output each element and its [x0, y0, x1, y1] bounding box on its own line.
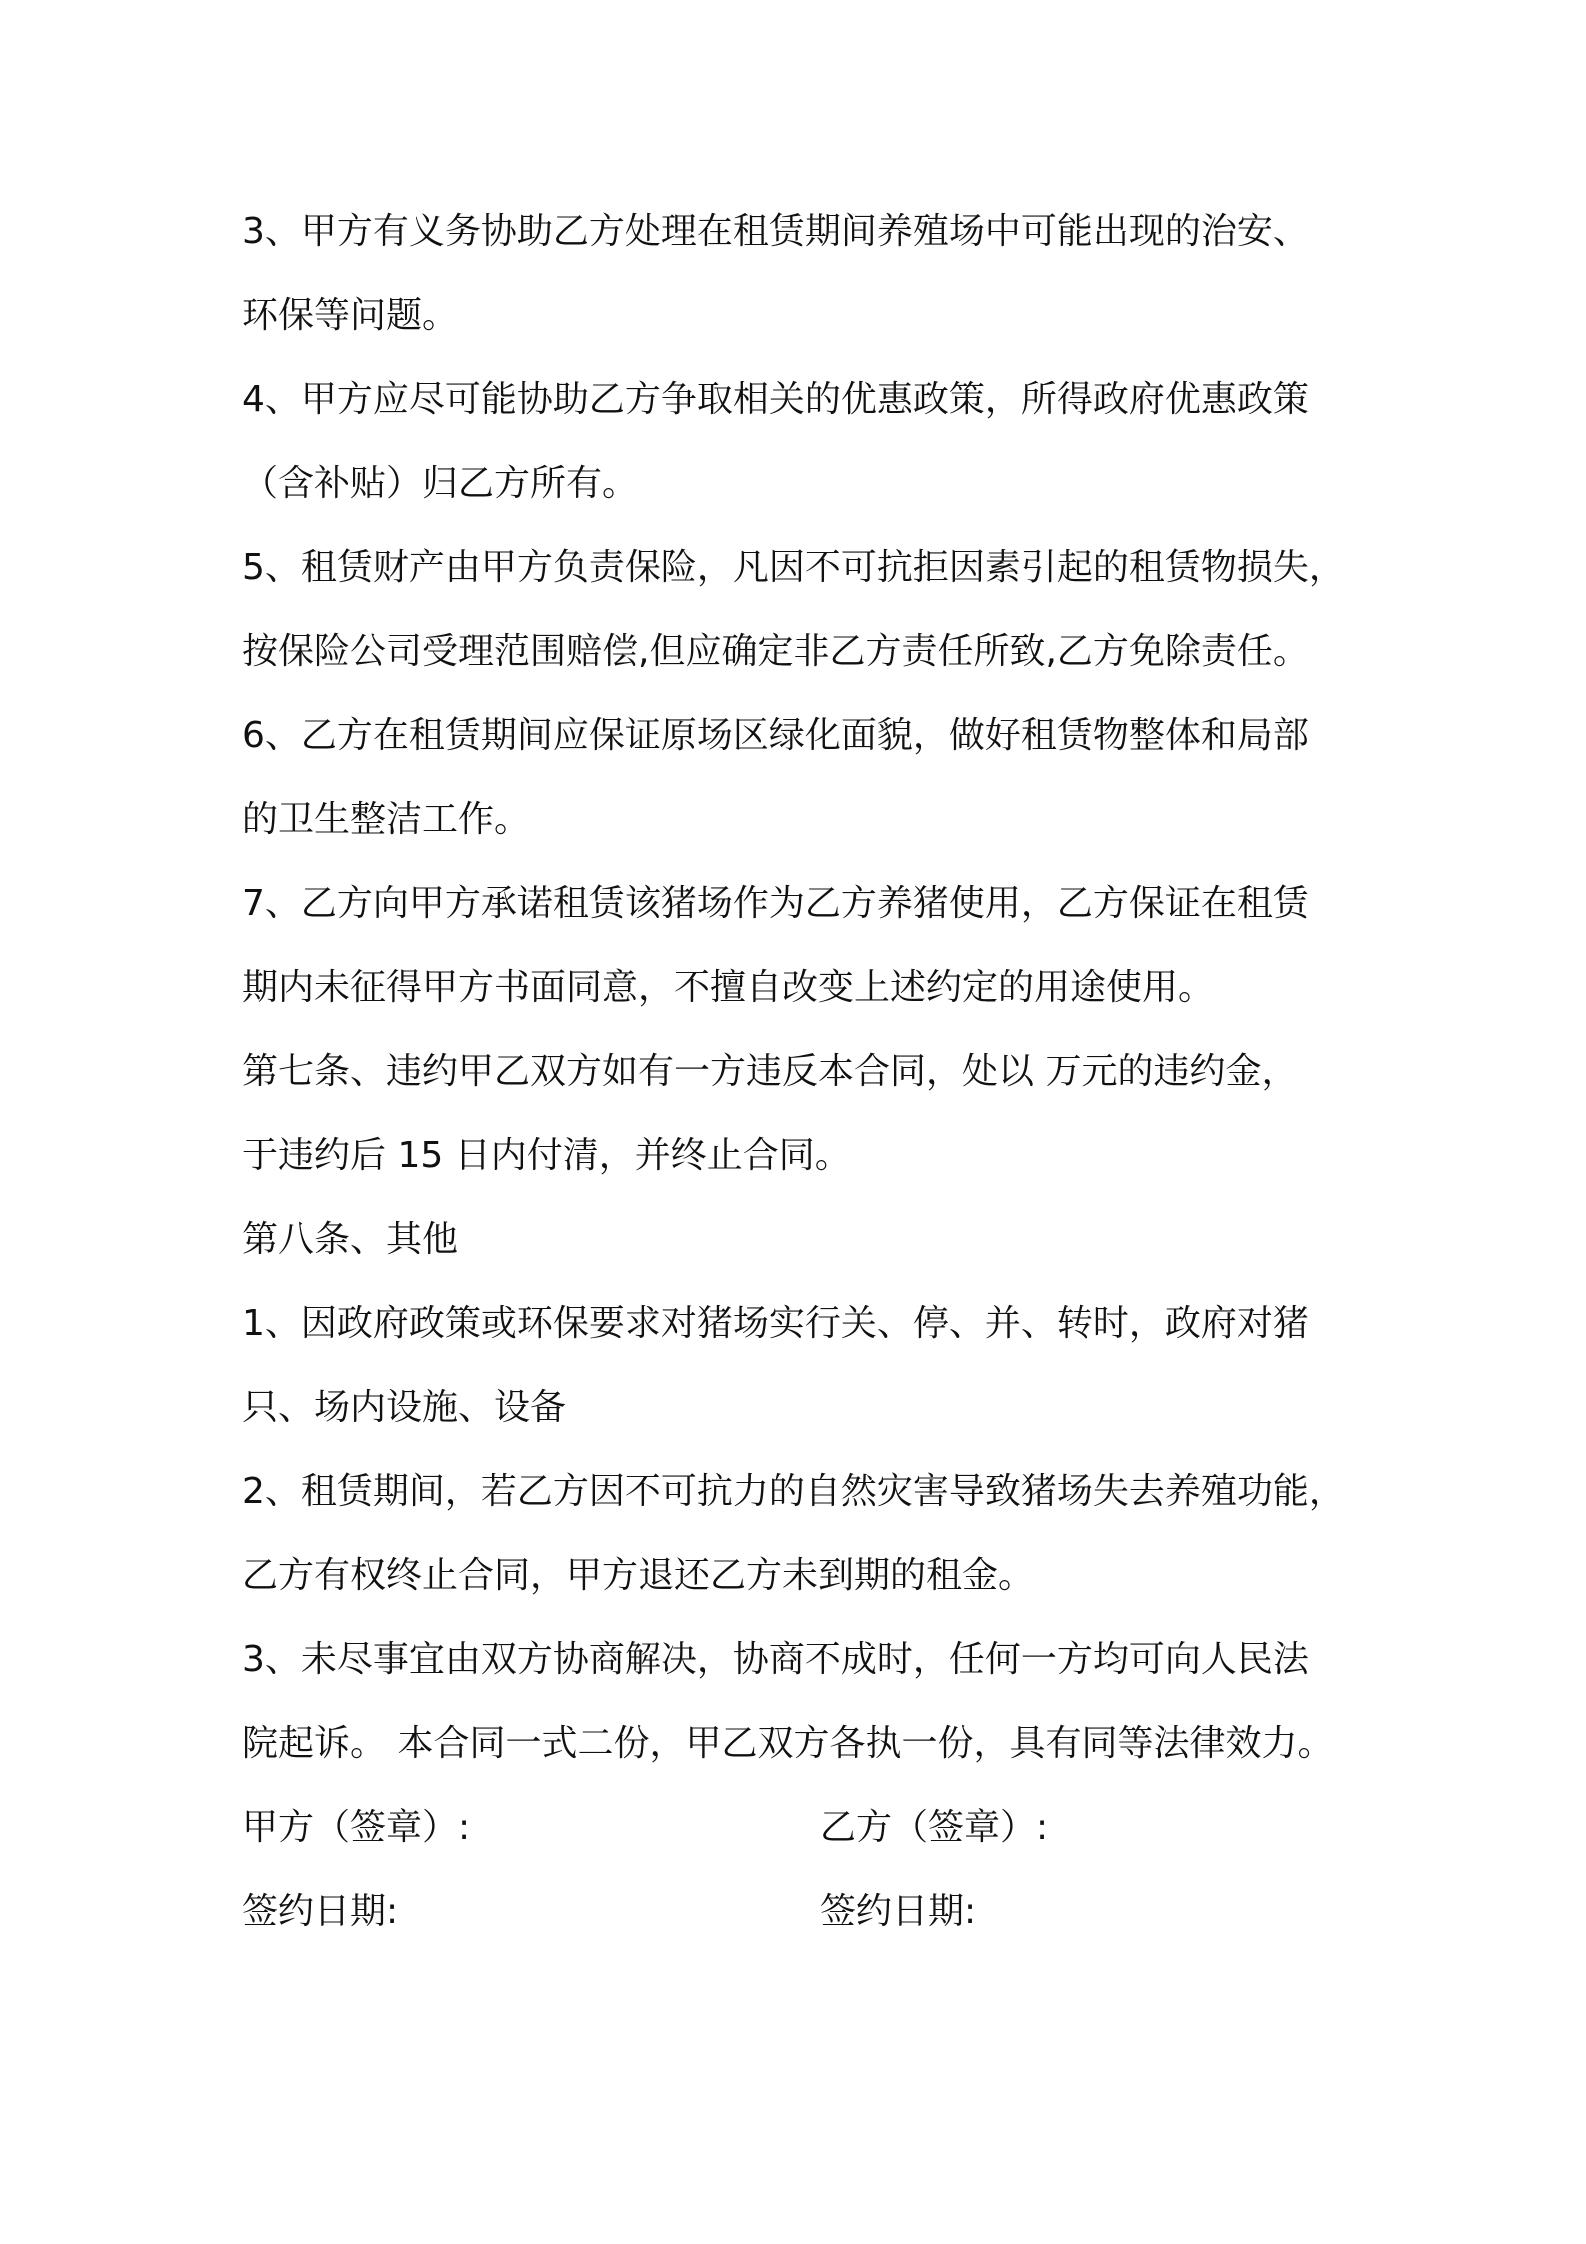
- party-a-seal-label: 甲方（签章）:: [242, 1807, 471, 1848]
- clause-4-line-2: （含补贴）归乙方所有。: [242, 463, 639, 504]
- article-7-line-1: 第七条、违约甲乙双方如有一方违反本合同，处以 万元的违约金，: [242, 1051, 1298, 1092]
- article-8-heading: 第八条、其他: [242, 1219, 459, 1260]
- clause-6-line-1: 6、乙方在租赁期间应保证原场区绿化面貌，做好租赁物整体和局部: [242, 715, 1309, 756]
- clause-5-line-2: 按保险公司受理范围赔偿,但应确定非乙方责任所致,乙方免除责任。: [242, 631, 1309, 672]
- clause-5-line-1: 5、租赁财产由甲方负责保险，凡因不可抗拒因素引起的租赁物损失，: [242, 547, 1345, 588]
- clause-6-line-2: 的卫生整洁工作。: [242, 799, 531, 840]
- party-b-date-label: 签约日期:: [820, 1891, 977, 1932]
- article-8-item-3-line-2: 院起诉。 本合同一式二份，甲乙双方各执一份，具有同等法律效力。: [242, 1723, 1334, 1764]
- article-8-item-2-line-2: 乙方有权终止合同，甲方退还乙方未到期的租金。: [242, 1555, 1035, 1596]
- article-8-item-3-line-1: 3、未尽事宜由双方协商解决，协商不成时，任何一方均可向人民法: [242, 1639, 1309, 1680]
- contract-body: [242, 190, 1382, 1954]
- clause-7-line-1: 7、乙方向甲方承诺租赁该猪场作为乙方养猪使用，乙方保证在租赁: [242, 883, 1309, 924]
- article-8-item-1-line-1: 1、因政府政策或环保要求对猪场实行关、停、并、转时，政府对猪: [242, 1303, 1309, 1344]
- article-7-line-2: 于违约后 15 日内付清，并终止合同。: [242, 1135, 851, 1176]
- clause-7-line-2: 期内未征得甲方书面同意，不擅自改变上述约定的用途使用。: [242, 967, 1215, 1008]
- party-a-date-label: 签约日期:: [242, 1891, 399, 1932]
- clause-3-line-1: 3、甲方有义务协助乙方处理在租赁期间养殖场中可能出现的治安、: [242, 211, 1309, 252]
- article-8-item-1-line-2: 只、场内设施、设备: [242, 1387, 567, 1428]
- party-b-seal-label: 乙方（签章）:: [820, 1807, 1049, 1848]
- signature-seal-row: [242, 1786, 1382, 1870]
- clause-4-line-1: 4、甲方应尽可能协助乙方争取相关的优惠政策，所得政府优惠政策: [242, 379, 1309, 420]
- article-8-item-2-line-1: 2、租赁期间，若乙方因不可抗力的自然灾害导致猪场失去养殖功能，: [242, 1471, 1345, 1512]
- clause-3-line-2: 环保等问题。: [242, 295, 459, 336]
- signature-date-row: [242, 1870, 1382, 1954]
